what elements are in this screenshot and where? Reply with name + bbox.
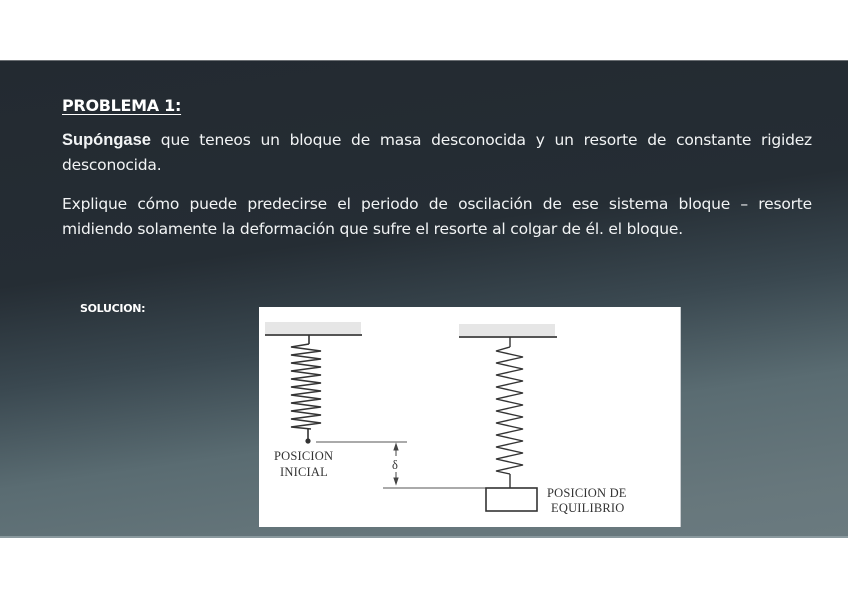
problem-question: Explique cómo puede predecirse el periodo de oscilación de ese sistema bloque – resorte midiendo solamente la deformación que sufre el resorte al colgar de él. el bloque. <box>62 195 812 238</box>
solution-label: SOLUCION: <box>80 302 146 315</box>
right-spring <box>496 337 523 488</box>
spring-diagram-drawing <box>259 307 680 527</box>
problem-title: PROBLEMA 1: <box>62 96 182 115</box>
left-ceiling <box>265 322 362 335</box>
right-ceiling <box>459 324 557 337</box>
left-spring <box>291 335 321 443</box>
spring-diagram <box>259 307 681 527</box>
problem-statement-lead: Supóngase <box>62 131 151 149</box>
deformation-symbol: δ <box>392 458 399 472</box>
initial-position-label-line2: INICIAL <box>280 465 328 479</box>
equilibrium-position-label-line1: POSICION DE <box>547 486 627 500</box>
mass-block <box>486 488 537 511</box>
problem-statement <box>62 128 812 178</box>
slide <box>0 60 848 538</box>
equilibrium-position-label-line2: EQUILIBRIO <box>551 501 625 515</box>
initial-position-label-line1: POSICION <box>274 449 334 463</box>
problem-statement-text: que teneos un bloque de masa desconocida y un resorte de constante rigidez desconocida. <box>62 131 812 174</box>
